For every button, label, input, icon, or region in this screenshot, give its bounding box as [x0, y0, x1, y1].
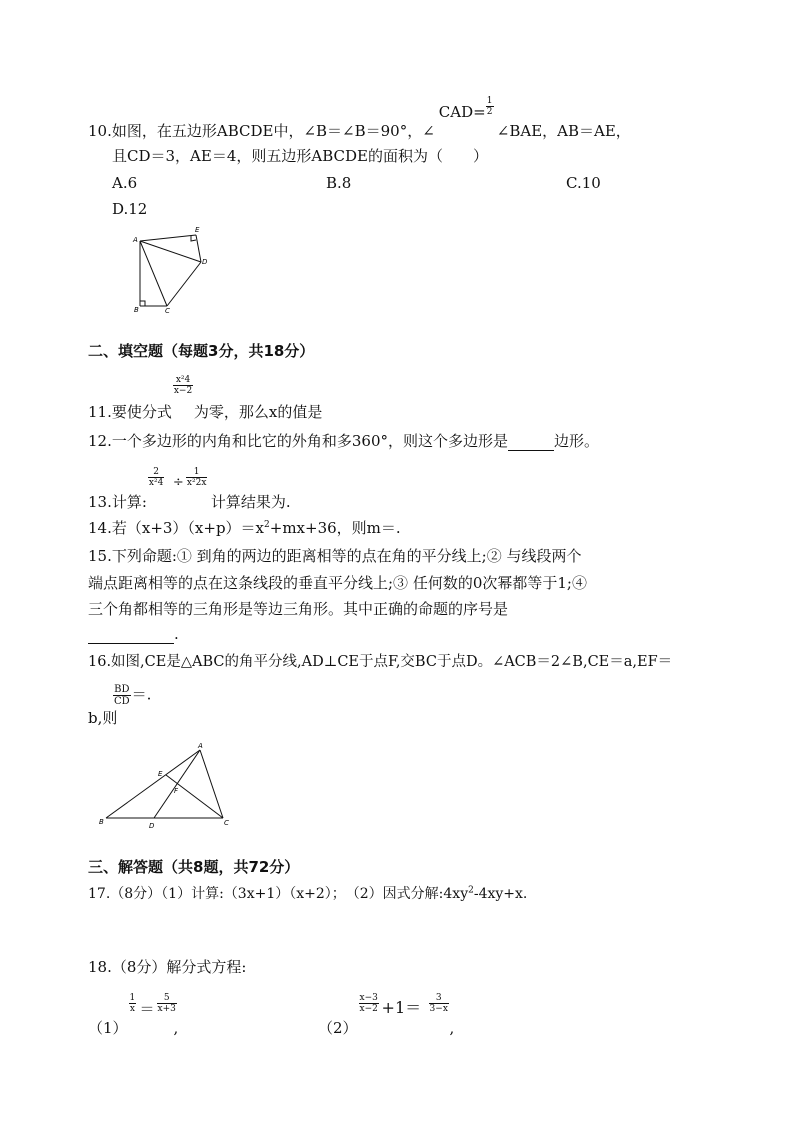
q16-fraction: $\frac{BD}{CD}$: [114, 684, 130, 707]
q10-label-a: A: [133, 236, 138, 244]
q10-cad-expression: [435, 96, 497, 136]
q18-part1: （1） $\frac{1}{x}$ ＝ $\frac{5}{x+3}$ ,: [88, 1013, 178, 1038]
q10-pentagon-figure: [130, 222, 220, 314]
q11-line: 11.要使分式 $\frac{\text{x²4}}{x-2}$ 为零，那么x的值是: [88, 375, 323, 421]
q12-line: 12.一个多边形的内角和比它的外角和多360°，则这个多边形是 边形。: [88, 432, 600, 450]
q15-line3: 三个角都相等的三角形是等边三角形。其中正确的命题的序号是: [88, 600, 509, 618]
q16-label-b: B: [99, 818, 104, 826]
q10-option-a: A.6: [112, 174, 138, 192]
q10-suffix: ∠BAE，AB＝AE，: [496, 122, 631, 140]
q16-label-a: A: [198, 742, 203, 750]
q10-option-b: B.8: [326, 174, 352, 192]
q15-line4: .: [88, 624, 179, 644]
q10-label-b: B: [134, 306, 139, 314]
q17-line: 17.（8分）（1）计算:（3x+1）（x+2）； （2）因式分解$:4xy^2-4xy+x$.: [88, 885, 528, 902]
q11-fraction: $\frac{\text{x²4}}{x-2}$: [173, 375, 193, 396]
section2-title: 二、填空题（每题3分，共18分）: [88, 342, 315, 360]
q13-line: 13.计算: $\frac{2}{\text{x²4}}$ ÷ $\frac{1}{\text{x²2x}}$ 计算结果为.: [88, 467, 291, 511]
q18-line: 18.（8分）解分式方程:: [88, 958, 247, 976]
q15-answer-blank[interactable]: [88, 627, 174, 644]
q18-part2-equation: $\frac{x-3}{x-2}$ +1＝ $\frac{3}{3-x}$: [359, 993, 448, 1017]
section3-title: 三、解答题（共8题，共72分）: [88, 858, 300, 876]
q10-label-d: D: [202, 258, 208, 266]
q10-line2: 且CD＝3，AE＝4，则五边形ABCDE的面积为（ ）: [112, 147, 488, 165]
q10-line1: [88, 96, 631, 141]
q16-fraction-block: $\frac{BD}{CD}$ ＝.: [114, 684, 152, 707]
q16-triangle-figure: [96, 742, 240, 830]
q10-option-c: C.10: [566, 174, 601, 192]
q16-line2: b,则: [88, 709, 118, 727]
q14-line: 14.若$(x+3)(x+p)=x^2+mx+36$，则m＝.: [88, 519, 401, 537]
q10-label-e: E: [195, 226, 200, 234]
q16-label-e: E: [158, 770, 163, 778]
q18-part1-equation: $\frac{1}{x}$ ＝ $\frac{5}{x+3}$: [129, 993, 176, 1018]
q13-fraction-1: $\frac{2}{\text{x²4}}$: [148, 467, 164, 488]
q10-cad-text: CAD=: [438, 103, 486, 121]
q10-prefix: 10.如图，在五边形ABCDE中，∠B＝∠B＝90°，∠: [88, 122, 435, 140]
q16-label-c: C: [224, 819, 229, 827]
q16-label-d: D: [149, 822, 155, 830]
q18-part2: （2） $\frac{x-3}{x-2}$ +1＝ $\frac{3}{3-x}$ ,: [318, 993, 455, 1037]
q15-line2: 端点距离相等的点在这条线段的垂直平分线上;③ 任何数的0次幂都等于1;④: [88, 574, 587, 592]
q10-option-d: D.12: [112, 200, 148, 218]
q16-label-f: F: [174, 787, 179, 795]
q15-line1: 15.下列命题:① 到角的两边的距离相等的点在角的平分线上;② 与线段两个: [88, 547, 582, 565]
q13-fraction-2: $\frac{1}{\text{x²2x}}$: [186, 467, 207, 488]
q10-half-fraction: $\frac{1}{2}$: [486, 96, 493, 117]
q13-expression: $\frac{2}{\text{x²4}}$ ÷ $\frac{1}{\text{x²2x}}$: [148, 467, 207, 490]
q10-label-c: C: [165, 307, 170, 314]
q12-answer-blank[interactable]: [508, 434, 554, 451]
q16-line1: 16.如图,CE是△ABC的角平分线,AD⊥CE于点F,交BC于点D。∠ACB＝2∠B,CE＝a,EF＝: [88, 654, 673, 670]
